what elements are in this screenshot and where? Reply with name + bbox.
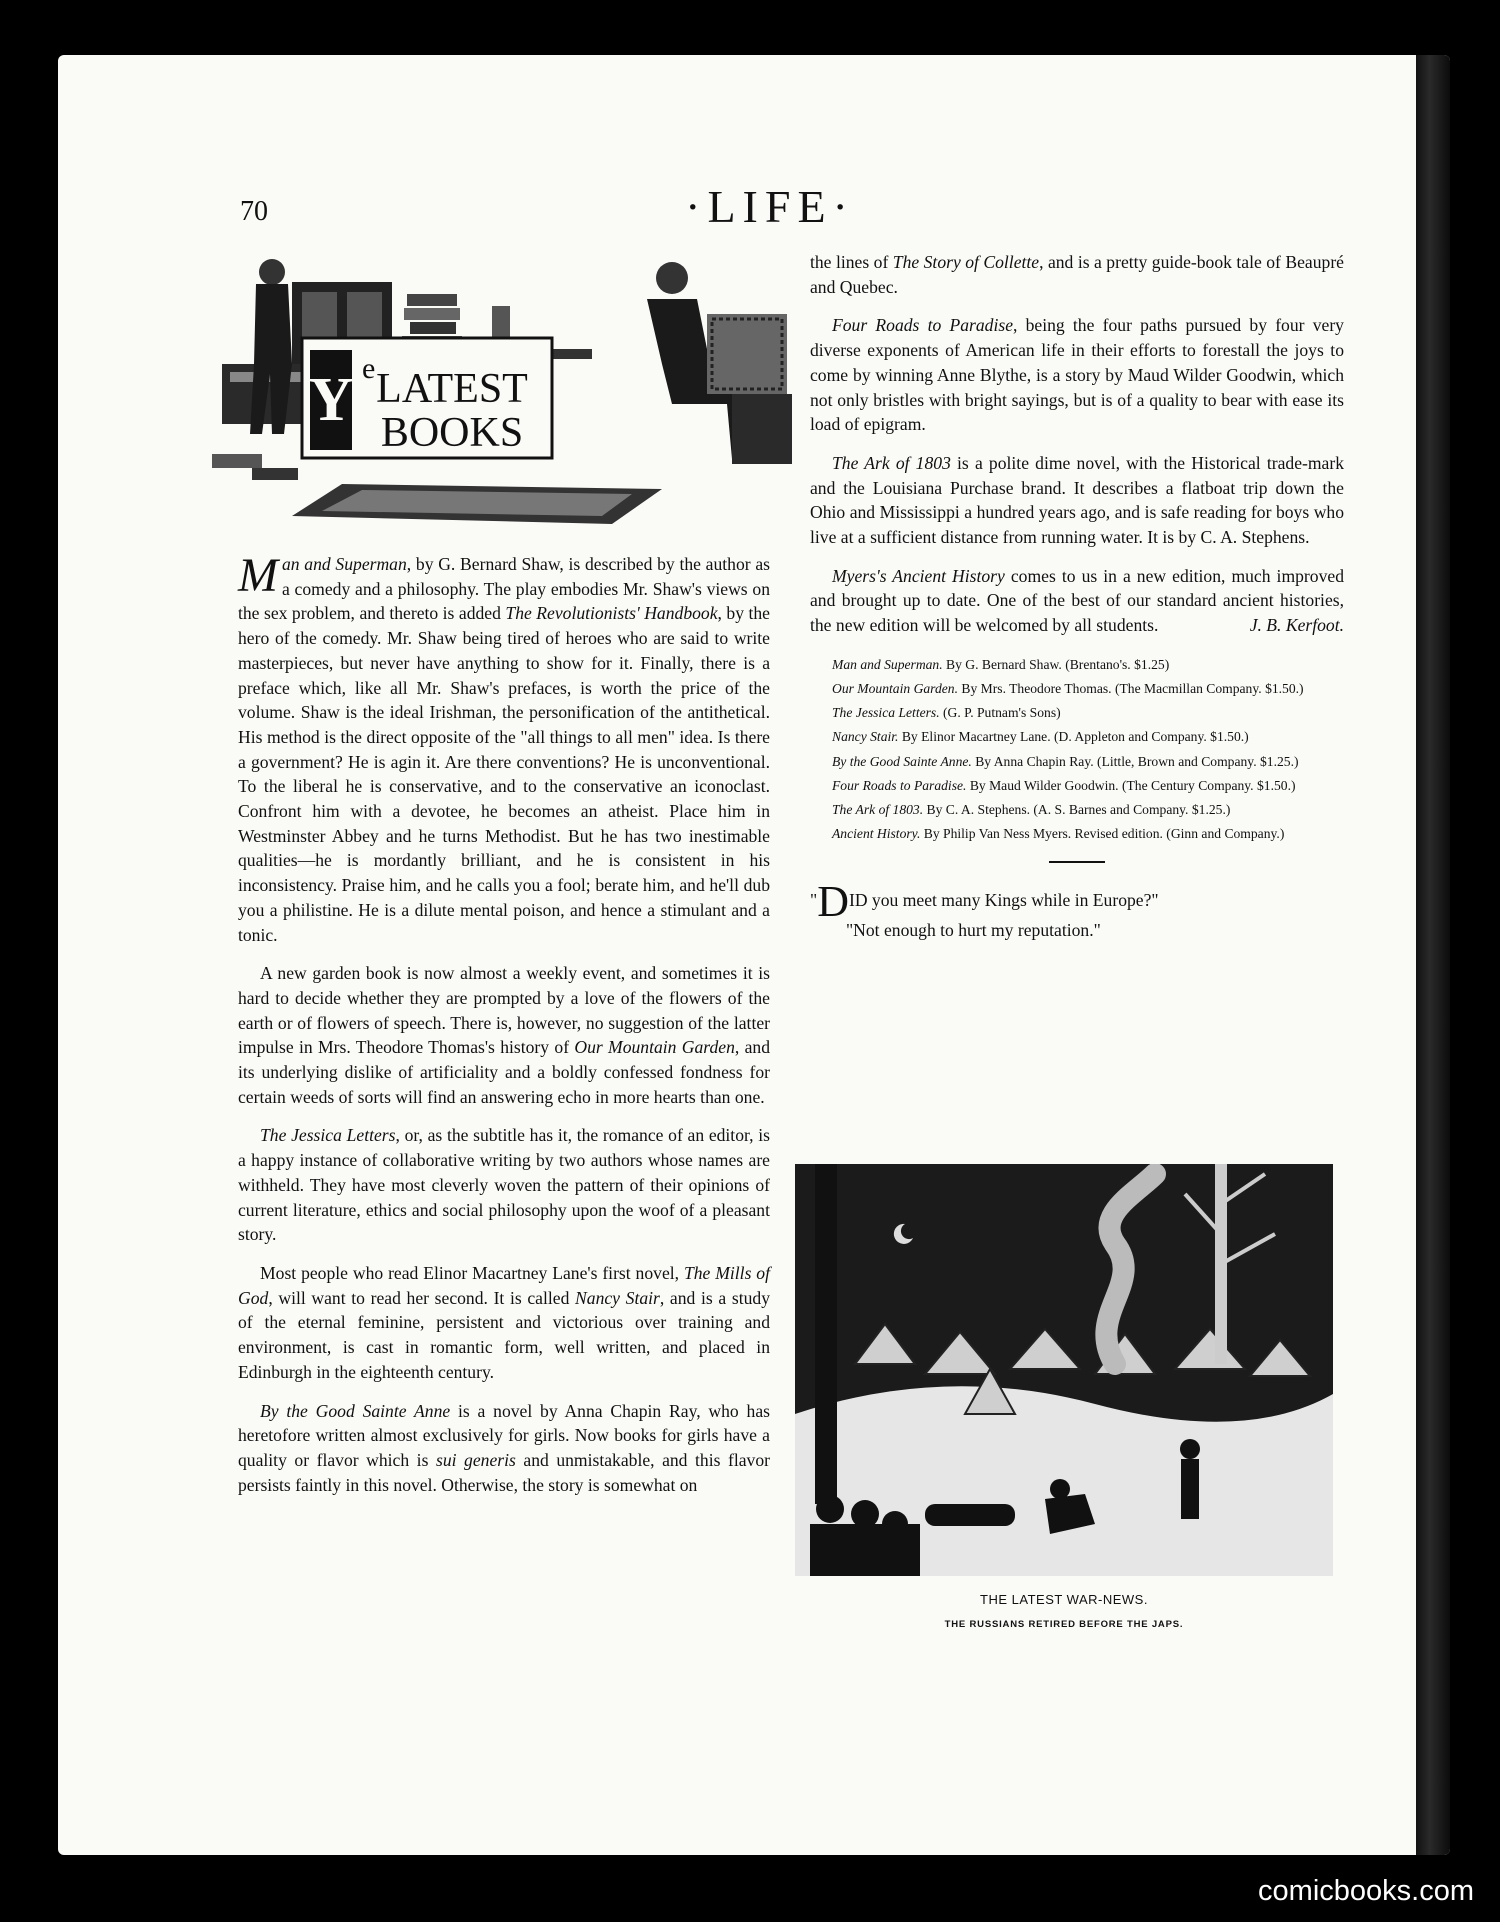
review-man-and-superman — [238, 549, 770, 947]
joke-dialogue — [810, 877, 1344, 941]
book-title: The Jessica Letters — [260, 1125, 396, 1146]
review-text: , or, as the subtitle has it, the romance of an editor, is a happy instance of collaborative writing by two authors whose names are withheld. They have most cleverly woven the pattern of their opinions of current literature, ethics and social philosophy upon the woof of a pleasant story. — [238, 1125, 770, 1245]
review-good-sainte-anne — [238, 1399, 770, 1498]
title-e: e — [362, 352, 376, 385]
reference-details: By Mrs. Theodore Thomas. (The Macmillan Company. $1.50.) — [958, 681, 1304, 697]
author-signature: J. B. Kerfoot. — [1249, 615, 1344, 636]
review-text: and unmistakable, and this flavor persists faintly in this novel. Otherwise, the story is somewhat on — [238, 1449, 770, 1495]
reference-details: By Maud Wilder Goodwin. (The Century Company. $1.50.) — [966, 777, 1296, 793]
book-title: Our Mountain Garden — [574, 1037, 735, 1058]
reference-details: By C. A. Stephens. (A. S. Barnes and Company. $1.25.) — [923, 802, 1231, 818]
review-text: comes to us in a new edition, much improved and brought up to date. One of the best of our standard ancient histories, the new edition will be welcomed by all students. — [810, 565, 1344, 636]
joke-answer: "Not enough to hurt my reputation." — [846, 920, 1101, 941]
page-number: 70 — [240, 196, 268, 227]
right-column — [810, 250, 1344, 941]
review-text: is a polite dime novel, with the Historical trade-mark and the Louisiana Purchase brand. It describes a flatboat trip down the Ohio and Mississippi a hundred years ago, and is safe reading for boys who live at a sufficient distance from running water. It is by C. A. Stephens. — [810, 452, 1345, 548]
cartoon-caption — [795, 1592, 1333, 1630]
opening-quote: " — [810, 890, 818, 911]
review-nancy-stair — [238, 1261, 770, 1385]
book-title: Myers's Ancient History — [832, 565, 1005, 586]
review-text: , and is a pretty guide-book tale of Beaupré and Quebec. — [810, 252, 1344, 297]
cartoon-subtitle: THE RUSSIANS RETIRED BEFORE THE JAPS. — [944, 1619, 1184, 1630]
reference-title: The Jessica Letters. — [832, 705, 940, 721]
book-title: an and Superman — [281, 554, 407, 574]
review-our-mountain-garden — [238, 961, 770, 1109]
reference-item — [810, 825, 1344, 843]
reference-details: By Anna Chapin Ray. (Little, Brown and Company. $1.25.) — [971, 753, 1299, 769]
reference-details: By Philip Van Ness Myers. Revised edition. (Ginn and Company.) — [920, 826, 1285, 842]
masthead: ·LIFE· — [685, 181, 855, 232]
review-text: Most people who read Elinor Macartney Lane's first novel, — [260, 1262, 684, 1283]
review-ark-of-1803 — [810, 451, 1344, 550]
joke-line: ID you meet many Kings while in Europe?" — [848, 890, 1159, 911]
book-title: The Story of Collette — [892, 252, 1040, 272]
reference-title: Our Mountain Garden. — [832, 681, 958, 697]
reference-title: Ancient History. — [832, 826, 921, 842]
reference-details: (G. P. Putnam's Sons) — [939, 705, 1061, 721]
left-column — [238, 549, 770, 1511]
review-text: , and its underlying dislike of artificiality and a boldly confessed fondness for certain weeds of sorts will find an answering echo in more hearts than one. — [238, 1037, 770, 1107]
review-jessica-letters — [238, 1123, 770, 1247]
review-text: the lines of — [810, 252, 893, 272]
latin-phrase: sui generis — [435, 1449, 516, 1470]
drop-cap-d: D — [817, 877, 849, 927]
review-text: , and is a study of the eternal feminine, persistent and victorious over training and environment, is cast in romantic form, well written, and placed in Edinburgh in the eighteenth century. — [238, 1287, 770, 1382]
reference-item — [810, 801, 1344, 819]
drop-cap-m: M — [238, 549, 278, 602]
latest-books-illustration — [192, 254, 826, 534]
reference-item — [810, 728, 1344, 746]
reference-item — [810, 704, 1344, 722]
reference-details: By Elinor Macartney Lane. (D. Appleton and Company. $1.50.) — [898, 729, 1249, 745]
reference-details: By G. Bernard Shaw. (Brentano's. $1.25) — [942, 656, 1170, 672]
review-text: , by the hero of the comedy. Mr. Shaw being tired of heroes who are said to write masterpieces, but never have anything to show for it. Finally, there is a preface which, like all Mr. Shaw's prefaces, is worth the price of the volume. Shaw is the ideal Irishman, the personification of the antithetical. His method is the direct opposite of the "all things to all men" idea. Is there a government? He is agin it. Are there conventions? He is unconventional. To the liberal he is conservative, and to the conservative an iconoclast. Confront him with a devotee, he becomes an atheist. Place him in Westminster Abbey and he turns Methodist. But he has two inestimable qualities—he is mordantly brilliant, and he is consistent in his inconsistency. Praise him, and he calls you a fool; berate him, and he'll dub you a philistine. He is a dilute mental poison, and hence a stimulant and a tonic. — [238, 603, 770, 945]
cartoon-title: THE LATEST WAR-NEWS. — [980, 1592, 1148, 1607]
book-title: The Mills of God — [238, 1262, 770, 1308]
title-ye: Y — [308, 366, 354, 434]
watermark: comicbooks.com — [1258, 1875, 1474, 1907]
reference-title: Four Roads to Paradise. — [832, 777, 967, 793]
next-page-edge — [1416, 55, 1450, 1855]
reference-item — [810, 777, 1344, 795]
book-reference-list — [810, 656, 1344, 844]
review-continuation — [810, 250, 1344, 299]
reference-title: Man and Superman. — [832, 656, 943, 672]
book-title: The Ark of 1803 — [832, 452, 951, 473]
review-text: , being the four paths pursued by four very diverse exponents of American life in their efforts to forestall the joys to come by winning Anne Blythe, is a story by Maud Wilder Goodwin, which not only bristles with bright sayings, but is of a quality to bear with ease its load of epigram. — [810, 315, 1344, 435]
title-latest: LATEST — [376, 366, 528, 412]
reference-title: Nancy Stair. — [832, 729, 899, 745]
review-text: A new garden book is now almost a weekly event, and sometimes it is hard to decide whether they are prompted by a love of the flowers of the earth or of flowers of speech. There is, however, no suggestion of the latter impulse in Mrs. Theodore Thomas's history of — [238, 963, 770, 1058]
review-text: , by G. Bernard Shaw, is described by the author as a comedy and a philosophy. The play embodies Mr. Shaw's views on the sex problem, and thereto is added — [238, 554, 770, 624]
book-title: Nancy Stair — [575, 1287, 660, 1308]
reference-item — [810, 680, 1344, 698]
reference-title: By the Good Sainte Anne. — [832, 753, 972, 769]
book-title: The Revolutionists' Handbook — [505, 603, 718, 624]
section-divider — [1049, 861, 1105, 863]
review-four-roads — [810, 313, 1344, 437]
war-news-cartoon — [795, 1164, 1333, 1576]
title-books: BOOKS — [380, 410, 524, 456]
reference-title: The Ark of 1803. — [832, 802, 924, 818]
joke-question — [810, 877, 1344, 927]
reference-item — [810, 753, 1344, 771]
review-text: , will want to read her second. It is called — [268, 1287, 576, 1308]
book-title: By the Good Sainte Anne — [260, 1400, 451, 1421]
review-ancient-history — [810, 564, 1344, 638]
book-title: Four Roads to Paradise — [832, 315, 1014, 336]
review-text: is a novel by Anna Chapin Ray, who has heretofore written almost exclusively for girls. Now books for girls have a quality or flavor which is — [238, 1400, 770, 1470]
reference-item — [810, 656, 1344, 674]
